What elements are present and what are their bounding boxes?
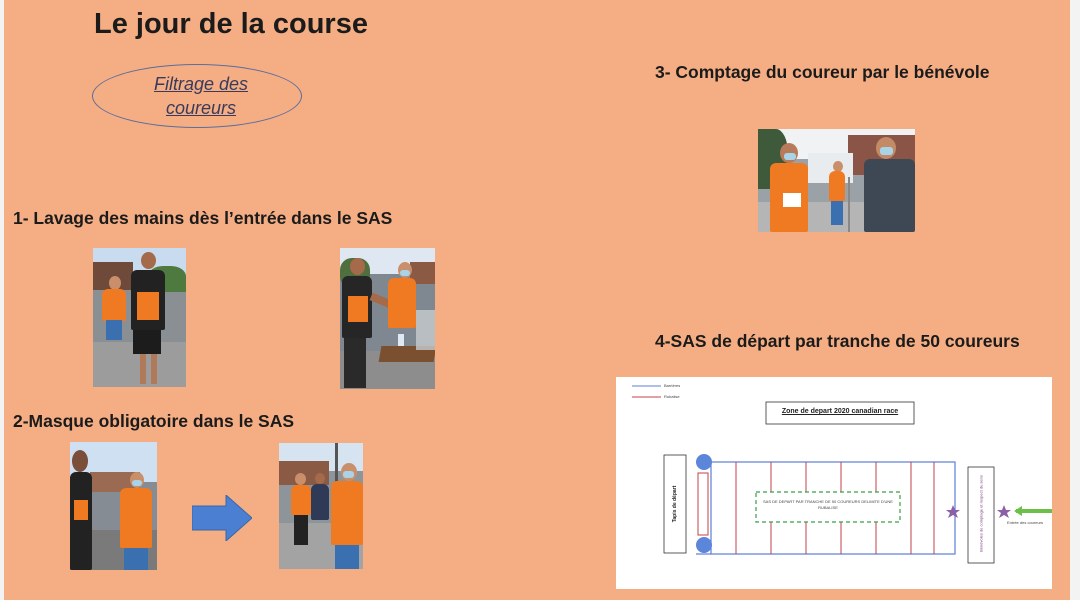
volunteers-label: Bénévoles de comptage et respect du sens [978,475,984,552]
start-balloon-top [696,454,712,470]
step1-heading: 1- Lavage des mains dès l’entrée dans le SAS [13,208,393,228]
star-icon [997,505,1011,518]
photo-handwash-2 [340,248,435,389]
slide-title: Le jour de la course [94,8,368,40]
filter-oval-label: Filtrage des coureurs [153,74,249,118]
step2-heading: 2-Masque obligatoire dans le SAS [13,411,295,431]
photo-mask-1 [70,442,157,570]
zone-title: Zone de depart 2020 canadian race [781,408,899,415]
legend-rubalise-label: Rubalise [664,394,680,399]
step3-heading: 3- Comptage du coureur par le bénévole [655,62,990,82]
sas-label: SAS DE DEPART PAR TRANCHE DE 50 COUREURS DELIMITE D'UNE RUBALISE [763,499,893,510]
legend-barrier-label: Barrières [664,383,681,388]
photo-counting [758,129,915,232]
photo-mask-2 [279,443,363,569]
slide [4,0,1070,600]
start-balloon-bottom [696,537,712,553]
right-arrow-icon [192,495,252,541]
start-mat-label: Tapis de départ [672,485,678,523]
star-icon [946,505,960,518]
start-zone-diagram [616,377,1052,589]
runners-entry-label: Entrée des coureurs [1006,520,1044,525]
step4-heading: 4-SAS de départ par tranche de 50 coureurs [655,331,1020,351]
photo-handwash-1 [93,248,186,387]
